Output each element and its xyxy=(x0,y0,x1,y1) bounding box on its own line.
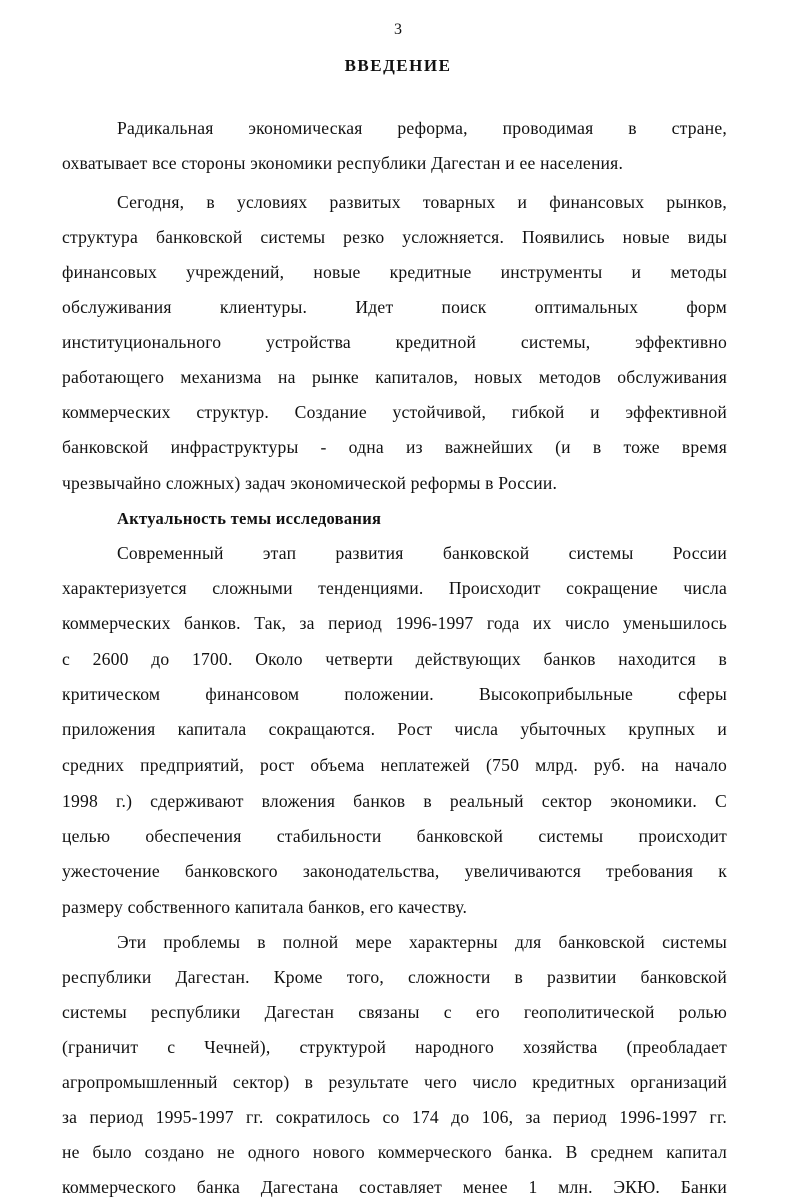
text-line: Современный этап развития банковской системы России xyxy=(117,543,727,563)
text-line: структура банковской системы резко усложняется. Появились новые виды xyxy=(62,227,727,247)
text-line: целью обеспечения стабильности банковской системы происходит xyxy=(62,826,727,846)
text-line: ужесточение банковского законодательства, увеличиваются требования к xyxy=(62,861,727,881)
text-line: характеризуется сложными тенденциями. Происходит сокращение числа xyxy=(62,578,727,598)
text-line: работающего механизма на рынке капиталов, новых методов обслуживания xyxy=(62,367,727,387)
text-line: чрезвычайно сложных) задач экономической реформы в России. xyxy=(62,473,558,493)
text-line: критическом финансовом положении. Высокоприбыльные сферы xyxy=(62,684,727,704)
text-line: коммерческих структур. Создание устойчивой, гибкой и эффективной xyxy=(62,402,727,422)
text-line: коммерческих банков. Так, за период 1996-1997 года их число уменьшилось xyxy=(62,613,727,633)
page-number: 3 xyxy=(394,21,402,38)
text-line: Сегодня, в условиях развитых товарных и финансовых рынков, xyxy=(117,192,727,212)
text-line: Эти проблемы в полной мере характерны для банковской системы xyxy=(117,932,727,952)
text-line: с 2600 до 1700. Около четверти действующих банков находится в xyxy=(62,649,727,669)
page-title: ВВЕДЕНИЕ xyxy=(344,56,452,75)
text-line: приложения капитала сокращаются. Рост числа убыточных крупных и xyxy=(62,719,727,739)
text-line: финансовых учреждений, новые кредитные инструменты и методы xyxy=(62,262,727,282)
text-line: не было создано не одного нового коммерческого банка. В среднем капитал xyxy=(62,1142,727,1162)
text-line: 1998 г.) сдерживают вложения банков в реальный сектор экономики. С xyxy=(62,791,727,811)
text-line: банковской инфраструктуры - одна из важнейших (и в тоже время xyxy=(62,437,727,457)
text-line: охватывает все стороны экономики республики Дагестан и ее населения. xyxy=(62,153,624,173)
text-line: агропромышленный сектор) в результате чего число кредитных организаций xyxy=(62,1072,727,1092)
text-line: за период 1995-1997 гг. сократилось со 174 до 106, за период 1996-1997 гг. xyxy=(62,1107,727,1127)
section-heading: Актуальность темы исследования xyxy=(117,509,382,528)
text-line: (граничит с Чечней), структурой народного хозяйства (преобладает xyxy=(62,1037,727,1057)
text-line: средних предприятий, рост объема неплатежей (750 млрд. руб. на начало xyxy=(62,755,727,775)
text-line: республики Дагестан. Кроме того, сложности в развитии банковской xyxy=(62,967,727,987)
text-line: коммерческого банка Дагестана составляет менее 1 млн. ЭКЮ. Банки xyxy=(62,1177,727,1197)
text-line: размеру собственного капитала банков, его качеству. xyxy=(62,897,468,917)
text-line: системы республики Дагестан связаны с его геополитической ролью xyxy=(62,1002,727,1022)
text-line: Радикальная экономическая реформа, проводимая в стране, xyxy=(117,118,727,138)
text-line: институционального устройства кредитной системы, эффективно xyxy=(62,332,727,352)
text-line: обслуживания клиентуры. Идет поиск оптимальных форм xyxy=(62,297,727,317)
